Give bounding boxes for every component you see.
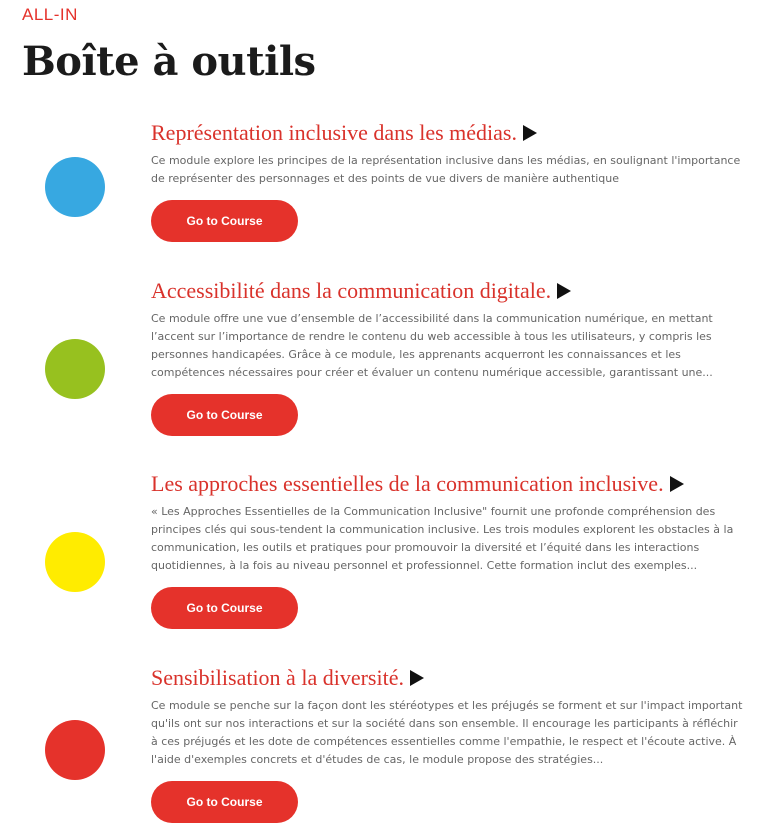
course-description: Ce module offre une vue d’ensemble de l’accessibilité dans la communication numérique, en mettant l’accent sur l’importance de rendre le contenu du web accessible à tous les utilisateurs, y compris les personnes handicapées. Grâce à ce module, les apprenants acquerront les connaissances et les compétences nécessaires pour créer et évaluer un contenu numérique accessible, garantissant une...: [151, 312, 713, 379]
course-description: « Les Approches Essentielles de la Communication Inclusive" fournit une profonde compréhension des principes clés qui sous-tendent la communication inclusive. Les trois modules explorent les obstacles à la communication, les outils et pratiques pour promouvoir la diversité et l’équité dans les interactions quotidiennes, à la fois au niveau personnel et professionnel. Cette formation inclut des exemples...: [151, 505, 734, 572]
course-title[interactable]: [151, 278, 571, 304]
course-title-text: Représentation inclusive dans les médias.: [151, 120, 517, 145]
play-icon[interactable]: [410, 670, 424, 686]
course-title[interactable]: [151, 120, 537, 146]
course-color-dot: [45, 157, 105, 217]
go-to-course-button[interactable]: Go to Course: [151, 394, 298, 436]
page-title: Boîte à outils: [22, 38, 316, 85]
course-title[interactable]: [151, 471, 684, 497]
course-color-dot: [45, 532, 105, 592]
go-to-course-button[interactable]: Go to Course: [151, 781, 298, 823]
course-title-text: Sensibilisation à la diversité.: [151, 665, 404, 690]
course-title[interactable]: [151, 665, 424, 691]
course-color-dot: [45, 339, 105, 399]
course-description: Ce module explore les principes de la représentation inclusive dans les médias, en soulignant l'importance de représenter des personnages et des points de vue divers de manière authentique: [151, 154, 741, 185]
brand-name: ALL-IN: [22, 5, 78, 24]
play-icon[interactable]: [557, 283, 571, 299]
course-title-text: Les approches essentielles de la communication inclusive.: [151, 471, 664, 496]
play-icon[interactable]: [523, 125, 537, 141]
go-to-course-button[interactable]: Go to Course: [151, 200, 298, 242]
course-description: Ce module se penche sur la façon dont les stéréotypes et les préjugés se forment et sur l'impact important qu'ils ont sur nos interactions et sur la société dans son ensemble. Il encourage les participants à réfléchir à ces préjugés et les dote de compétences essentielles comme l'empathie, le respect et l'écoute active. À l'aide d'exemples concrets et d'études de cas, le module propose des stratégies...: [151, 699, 743, 766]
go-to-course-button[interactable]: Go to Course: [151, 587, 298, 629]
course-title-text: Accessibilité dans la communication digitale.: [151, 278, 552, 303]
course-color-dot: [45, 720, 105, 780]
play-icon[interactable]: [670, 476, 684, 492]
